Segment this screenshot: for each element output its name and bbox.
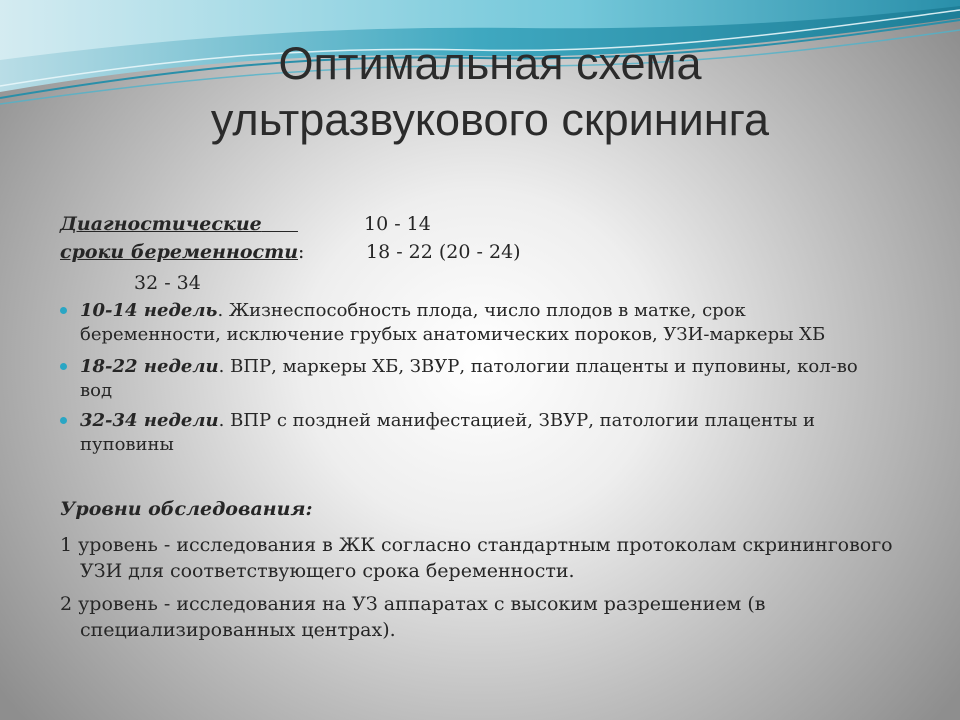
terms-label-line-2: сроки беременности: [60,241,305,263]
level-item-1: 1 уровень - исследования в ЖК согласно стандартным протоколам скринингового УЗИ для соответствующего срока беременности. [60,534,893,582]
bullet-text: . ВПР с поздней манифестацией, ЗВУР, патологии плаценты и пуповины [80,410,815,455]
bullet-label: 18-22 недели [80,356,219,377]
title-line-2: ультразвукового скрининга [210,94,770,145]
terms-value-1: 10 - 14 [364,213,431,235]
terms-label-line-1: Диагностические [60,213,262,235]
bullet-label: 32-34 недели [80,410,219,431]
terms-value-3: 32 - 34 [134,272,201,294]
bullet-item-3 [60,409,890,457]
bullet-dot [60,363,67,370]
bullet-label: 10-14 недель [80,300,218,321]
bullet-item-1 [60,299,890,347]
levels-heading: Уровни обследования: [60,498,313,520]
bullet-dot [60,307,67,314]
title-line-1: Оптимальная схема [278,38,702,89]
terms-value-2: 18 - 22 (20 - 24) [366,241,521,263]
bullet-item-2 [60,355,890,403]
level-item-2: 2 уровень - исследования на УЗ аппаратах с высоким разрешением (в специализированных центрах). [60,593,766,641]
bullet-text: . Жизнеспособность плода, число плодов в матке, срок беременности, исключение грубых анатомических пороков, УЗИ-маркеры ХБ [80,300,826,345]
bullet-dot [60,417,67,424]
bullet-text: . ВПР, маркеры ХБ, ЗВУР, патологии плаценты и пуповины, кол-во вод [80,356,858,401]
